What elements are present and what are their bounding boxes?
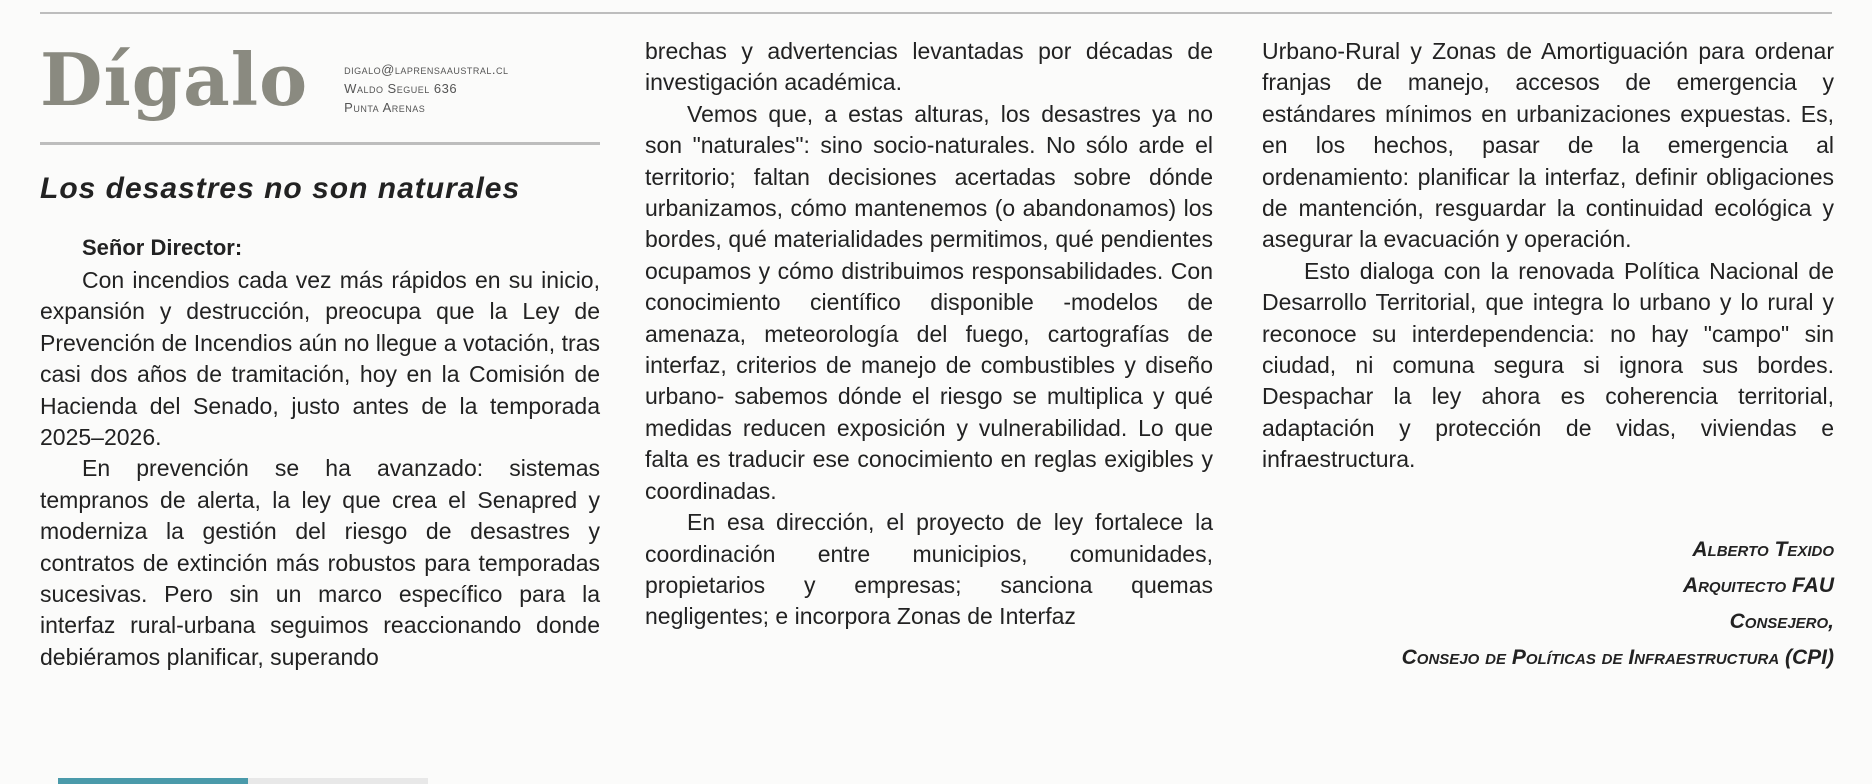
column-1 xyxy=(40,36,600,673)
column-2 xyxy=(645,36,1213,633)
accent-segment xyxy=(58,778,248,784)
signature-block xyxy=(1262,532,1834,676)
signature-role: Consejero, xyxy=(1729,609,1834,633)
contact-city: Punta Arenas xyxy=(344,100,426,115)
signature-title: Arquitecto FAU xyxy=(1682,573,1834,597)
paragraph: brechas y advertencias levantadas por décadas de investigación académica. xyxy=(645,38,1213,96)
contact-email: digalo@laprensaaustral.cl xyxy=(344,62,509,77)
paragraph: Urbano-Rural y Zonas de Amortiguación para ordenar franjas de manejo, accesos de emergencia y estándares mínimos en urbanizaciones expuestas. Es, en los hechos, pasar de la emergencia al ordenamiento: planificar la interfaz, definir obligaciones de mantención, resguardar la continuidad ecológica y asegurar la evacuación y operación. xyxy=(1262,38,1834,253)
paragraph: En prevención se ha avanzado: sistemas tempranos de alerta, la ley que crea el Senapred y moderniza la gestión del riesgo de desastres y contratos de extinción más robustos para temporadas sucesivas. Pero sin un marco específico para la interfaz rural-urbana seguimos reaccionando donde debiéramos planificar, superando xyxy=(40,455,600,670)
signature-org: Consejo de Políticas de Infraestructura (CPI) xyxy=(1401,645,1834,669)
top-rule xyxy=(40,12,1832,14)
masthead xyxy=(40,36,600,136)
paragraph: Vemos que, a estas alturas, los desastres ya no son "naturales": sino socio-naturales. No sólo arde el territorio; faltan decisiones acertadas sobre dónde urbanizamos, cómo mantenemos (o abandonamos) los bordes, qué materialidades permitimos, qué pendientes ocupamos y cómo distribuimos responsabilidades. Con conocimiento científico disponible -modelos de amenaza, meteorología del fuego, cartografías de interfaz, criterios de manejo de combustibles y diseño urbano- sabemos dónde el riesgo se multiplica y qué medidas reducen exposición y vulnerabilidad. Lo que falta es traducir ese conocimiento en reglas exigibles y coordinadas. xyxy=(645,100,1213,504)
paragraph: Esto dialoga con la renovada Política Nacional de Desarrollo Territorial, que integra lo urbano y lo rural y reconoce su interdependencia: no hay "campo" sin ciudad, ni comuna segura si ignora sus bordes. Despachar la ley ahora es coherencia territorial, adaptación y protección de vidas, viviendas e infraestructura. xyxy=(1262,257,1834,473)
masthead-rule xyxy=(40,142,600,145)
paragraph: En esa dirección, el proyecto de ley fortalece la coordinación entre municipios, comunidades, propietarios y empresas; sanciona quemas negligentes; e incorpora Zonas de Interfaz xyxy=(645,509,1213,630)
section-title: Dígalo xyxy=(40,37,309,122)
paragraph: Con incendios cada vez más rápidos en su inicio, expansión y destrucción, preocupa que la Ley de Prevención de Incendios aún no llegue a votación, tras casi dos años de tramitación, hoy en la Comisión de Hacienda del Senado, justo antes de la temporada 2025–2026. xyxy=(40,267,600,451)
article-headline: Los desastres no son naturales xyxy=(40,172,521,205)
contact-address: Waldo Seguel 636 xyxy=(344,81,458,96)
salutation: Señor Director: xyxy=(82,235,243,260)
contact-info xyxy=(344,60,508,117)
signature-name: Alberto Texido xyxy=(1692,537,1834,561)
bottom-accent-bar xyxy=(58,778,428,784)
column-3 xyxy=(1262,36,1834,676)
